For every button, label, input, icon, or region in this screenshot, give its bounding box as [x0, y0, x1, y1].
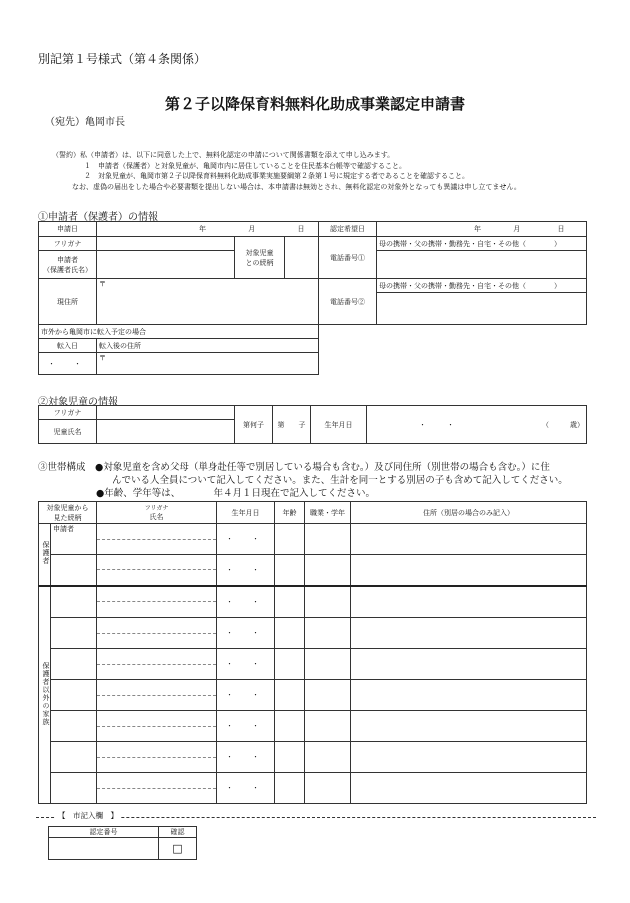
- applicant-relation-cell: 申請者: [51, 524, 97, 555]
- month-label: 月: [248, 225, 256, 233]
- col-name: フリガナ 氏名: [97, 502, 217, 524]
- name-cell[interactable]: [97, 586, 217, 618]
- age-cell[interactable]: [275, 618, 305, 649]
- relation-label: 対象児童 との続柄: [235, 237, 285, 279]
- applicant-furigana-field[interactable]: [97, 237, 235, 251]
- section-household-title: ③世帯構成: [38, 462, 86, 473]
- age-cell[interactable]: [275, 586, 305, 618]
- year-label: 年: [474, 225, 481, 233]
- relation-cell[interactable]: [51, 618, 97, 649]
- job-cell[interactable]: [305, 680, 351, 711]
- phone1-label: 電話番号①: [319, 237, 377, 279]
- confirm-checkbox[interactable]: □: [159, 838, 197, 860]
- col-age: 年齢: [275, 502, 305, 524]
- age-cell[interactable]: [275, 711, 305, 742]
- page-title: 第２子以降保育料無料化助成事業認定申請書: [164, 95, 465, 113]
- child-birth-label: 生年月日: [311, 406, 367, 444]
- phone2-type[interactable]: 母の携帯・父の携帯・勤務先・自宅・その他（ ）: [377, 279, 587, 293]
- oath-line: １ 申請者（保護者）と対象児童が、亀岡市内に居住していることを住民基本台帳等で確認すること。: [84, 161, 406, 170]
- birth-cell[interactable]: ・ ・: [217, 524, 275, 555]
- birth-cell[interactable]: ・ ・: [217, 680, 275, 711]
- relation-cell[interactable]: [51, 773, 97, 804]
- birth-cell[interactable]: ・ ・: [217, 711, 275, 742]
- move-in-date-label: 転入日: [39, 339, 97, 353]
- address-field[interactable]: 〒: [97, 279, 319, 325]
- child-name-field[interactable]: [97, 420, 235, 444]
- cert-number-field[interactable]: [49, 838, 159, 860]
- birth-cell[interactable]: ・ ・: [217, 742, 275, 773]
- applicant-table-left: [38, 221, 319, 375]
- name-cell[interactable]: [97, 773, 217, 804]
- child-table: [38, 405, 587, 444]
- address-cell[interactable]: [351, 524, 587, 555]
- relation-cell[interactable]: [51, 711, 97, 742]
- name-cell[interactable]: [97, 711, 217, 742]
- cert-number-label: 認定番号: [49, 827, 159, 838]
- office-use-label: 【 市記入欄 】: [58, 811, 118, 820]
- job-cell[interactable]: [305, 649, 351, 680]
- furigana-label: フリガナ: [39, 237, 97, 251]
- child-furigana-field[interactable]: [97, 406, 235, 420]
- age-cell[interactable]: [275, 649, 305, 680]
- apply-date-label: 申請日: [39, 222, 97, 237]
- birth-cell[interactable]: ・ ・: [217, 649, 275, 680]
- age-cell[interactable]: [275, 773, 305, 804]
- job-cell[interactable]: [305, 618, 351, 649]
- year-label: 年: [199, 225, 206, 233]
- hope-date-label: 認定希望日: [319, 222, 377, 237]
- household-table: [38, 501, 587, 804]
- household-notes: ③世帯構成 ●対象児童を含め父母（単身赴任等で別居している場合も含む。）及び同住所（別世帯の場合も含む。）に住 んでいる人全員について記入してください。また、生計を同一とする別居の子も含めて記入してください。 ●年齢、学年等は、 年４月１日現在で記入してください。: [38, 462, 568, 499]
- month-label: 月: [513, 225, 521, 233]
- job-cell[interactable]: [305, 711, 351, 742]
- name-cell[interactable]: [97, 618, 217, 649]
- address-cell[interactable]: [351, 742, 587, 773]
- cut-line: [36, 817, 596, 818]
- birth-cell[interactable]: ・ ・: [217, 618, 275, 649]
- job-cell[interactable]: [305, 773, 351, 804]
- child-furigana-label: フリガナ: [39, 406, 97, 420]
- move-in-date-field[interactable]: ・ ・: [39, 353, 97, 375]
- job-cell[interactable]: [305, 586, 351, 618]
- birth-cell[interactable]: ・ ・: [217, 586, 275, 618]
- job-cell[interactable]: [305, 524, 351, 555]
- relation-cell[interactable]: [51, 680, 97, 711]
- col-job: 職業・学年: [305, 502, 351, 524]
- move-in-address-label: 転入後の住所: [97, 339, 319, 353]
- phone1-field[interactable]: [377, 251, 587, 279]
- col-relation: 対象児童から 見た続柄: [39, 502, 97, 524]
- child-birth-field[interactable]: ・ ・ （ 歳）: [367, 406, 587, 444]
- age-cell[interactable]: [275, 555, 305, 586]
- birth-cell[interactable]: ・ ・: [217, 555, 275, 586]
- relation-cell[interactable]: [51, 586, 97, 618]
- section-applicant-title: ①申請者（保護者）の情報: [38, 212, 158, 223]
- address-cell[interactable]: [351, 586, 587, 618]
- birth-cell[interactable]: ・ ・: [217, 773, 275, 804]
- move-in-note: 市外から亀岡市に転入予定の場合: [39, 325, 319, 339]
- address-cell[interactable]: [351, 773, 587, 804]
- day-label: 日: [297, 225, 305, 233]
- relation-cell[interactable]: [51, 555, 97, 586]
- phone2-label: 電話番号②: [319, 279, 377, 325]
- child-order-label: 第何子: [235, 406, 273, 444]
- apply-date-field[interactable]: [97, 222, 319, 237]
- oath-line: （誓約）私（申請者）は、以下に同意した上で、無料化認定の申請について関係書類を添えて申し込みます。: [52, 151, 395, 159]
- relation-cell[interactable]: [51, 649, 97, 680]
- age-cell[interactable]: [275, 524, 305, 555]
- child-order-field[interactable]: 第 子: [273, 406, 311, 444]
- col-address: 住所（別居の場合のみ記入）: [351, 502, 587, 524]
- confirm-label: 確認: [159, 827, 197, 838]
- other-family-group-label: 保護者以外の家族: [39, 586, 51, 804]
- phone1-type[interactable]: 母の携帯・父の携帯・勤務先・自宅・その他（ ）: [377, 237, 587, 251]
- addressee: （宛先）亀岡市長: [45, 117, 125, 128]
- job-cell[interactable]: [305, 555, 351, 586]
- oath-line: ２ 対象児童が、亀岡市第２子以降保育料無料化助成事業実施要綱第２条第１号に規定する者であることを確認すること。: [84, 172, 469, 180]
- form-number: 別記第１号様式（第４条関係）: [38, 52, 207, 66]
- hope-date-field[interactable]: [377, 222, 587, 237]
- address-cell[interactable]: [351, 649, 587, 680]
- address-cell[interactable]: [351, 555, 587, 586]
- oath-block: [52, 150, 622, 192]
- age-cell[interactable]: [275, 742, 305, 773]
- guardian-group-label: 保護者: [39, 524, 51, 586]
- job-cell[interactable]: [305, 742, 351, 773]
- name-cell[interactable]: [97, 555, 217, 586]
- address-cell[interactable]: [351, 680, 587, 711]
- relation-cell[interactable]: [51, 742, 97, 773]
- oath-line: なお、虚偽の届出をした場合や必要書類を提出しない場合は、本申請書は無効とされ、無料化認定の対象外となっても異議は申し立てません。: [72, 182, 521, 191]
- relation-field[interactable]: [285, 237, 319, 279]
- applicant-name-field[interactable]: [97, 251, 235, 279]
- name-cell[interactable]: [97, 742, 217, 773]
- child-name-label: 児童氏名: [39, 420, 97, 444]
- name-cell[interactable]: [97, 524, 217, 555]
- day-label: 日: [557, 225, 565, 233]
- move-in-address-field[interactable]: 〒: [97, 353, 319, 375]
- applicant-name-label: 申請者 （保護者氏名）: [39, 251, 97, 279]
- phone2-field[interactable]: [377, 293, 587, 325]
- name-cell[interactable]: [97, 649, 217, 680]
- address-cell[interactable]: [351, 618, 587, 649]
- age-cell[interactable]: [275, 680, 305, 711]
- name-cell[interactable]: [97, 680, 217, 711]
- address-label: 現住所: [39, 279, 97, 325]
- section-child-title: ②対象児童の情報: [38, 397, 118, 408]
- applicant-table-right: [318, 221, 587, 325]
- address-cell[interactable]: [351, 711, 587, 742]
- col-birth: 生年月日: [217, 502, 275, 524]
- office-table: [48, 826, 197, 860]
